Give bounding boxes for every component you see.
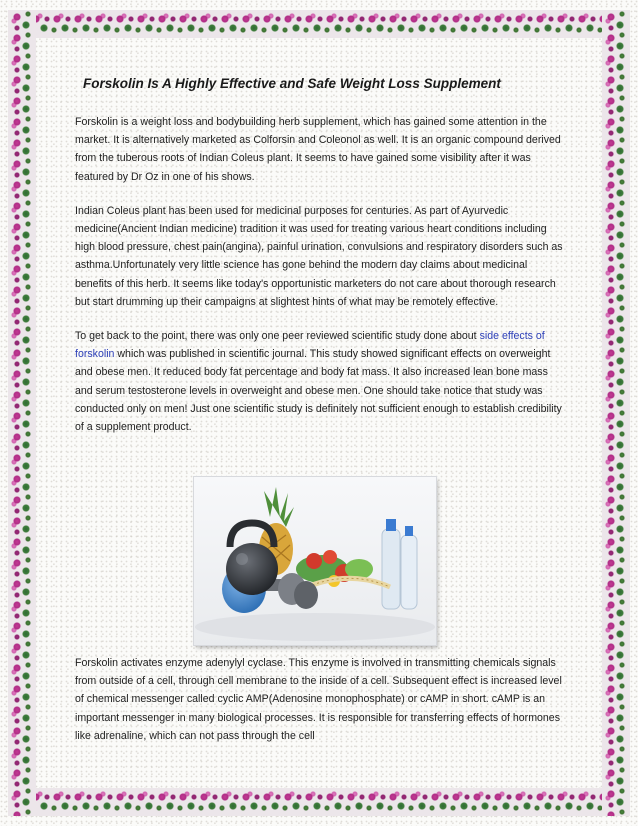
floral-border-left (8, 10, 36, 816)
article-body (75, 76, 565, 452)
floral-border-top (8, 10, 630, 38)
paragraph-text: Forskolin activates enzyme adenylyl cyclase. This enzyme is involved in transmitting chemicals signals from outside of a cell, through cell membrane to the inside of a cell. Subsequent effect is increased level of chemical messenger called cyclic AMP(Adenosine monophosphate) or cAMP in short. cAMP is an important messenger in many biological processes. It is responsible for transferring effects of hormones like adrenaline, which can not pass through the cell (75, 657, 562, 742)
floral-border-bottom (8, 788, 630, 816)
paragraph-intro (75, 113, 565, 186)
article-title: Forskolin Is A Highly Effective and Safe Weight Loss Supplement (83, 76, 501, 91)
side-effects-link[interactable]: side effects of forskolin (75, 330, 545, 361)
paragraph-mechanism (75, 654, 565, 745)
paragraph-text: Forskolin is a weight loss and bodybuilding herb supplement, which has gained some attention in the market. It is alternatively marketed as Colforsin and Coleonol as well. It is an organic compound derived from the tuberous roots of Indian Coleus plant. It seems to have gained some visibility after it was featured by Dr Oz in one of his shows. (75, 116, 561, 183)
fitness-food-illustration (194, 477, 436, 645)
floral-border-right (602, 10, 630, 816)
paragraph-study (75, 327, 565, 436)
paragraph-text: Indian Coleus plant has been used for medicinal purposes for centuries. As part of Ayurvedic medicine(Ancient Indian medicine) tradition it was used for treating various heart conditions including high blood pressure, chest pain(angina), painful urination, convulsions and respiratory disorders such as asthma.Unfortunately very little science has gone behind the modern day claims about medicinal benefits of this herb. It seems like today's opportunistic marketers do not care about thorough research but start drumming up their campaigns at slightest hints of what may be remotely effective. (75, 204, 563, 308)
paragraph-text: To get back to the point, there was only one peer reviewed scientific study done about (75, 330, 480, 343)
paragraph-history (75, 202, 565, 311)
article-body-continued (75, 654, 565, 761)
fitness-food-image (194, 477, 436, 645)
paragraph-text: which was published in scientific journal. This study showed significant effects on overweight and obese men. It reduced body fat percentage and body fat mass. It also increased lean bone mass and serum testosterone levels in overweight and obese men. One should take notice that study was conducted only on men! Just one scientific study is definitely not sufficient enough to establish credibility of a supplement product. (75, 348, 562, 434)
